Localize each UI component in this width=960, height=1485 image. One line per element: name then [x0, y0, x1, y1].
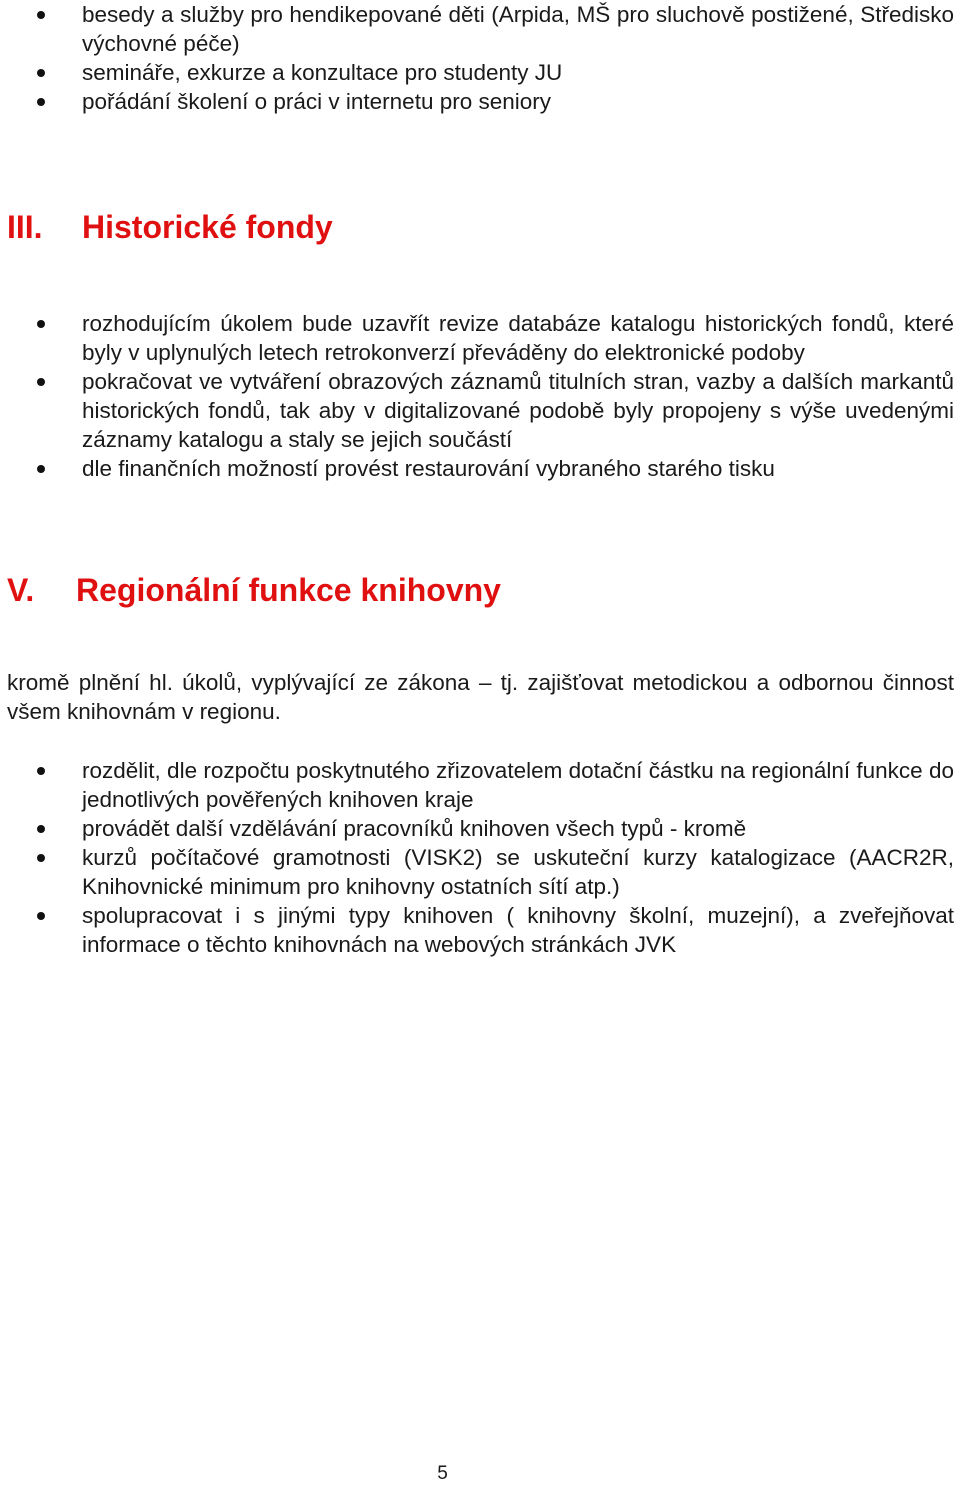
bullet-icon — [37, 825, 45, 833]
list-item-text: besedy a služby pro hendikepované děti (Arpida, MŠ pro sluchově postižené, Středisko výchovné péče) — [82, 2, 954, 56]
section-intro-paragraph: kromě plnění hl. úkolů, vyplývající ze zákona – tj. zajišťovat metodickou a odbornou činnost všem knihovnám v regionu. — [7, 670, 954, 724]
list-item — [0, 901, 960, 959]
bullet-icon — [37, 767, 45, 775]
bullet-icon — [37, 465, 45, 473]
historicke-fondy-list — [0, 309, 960, 483]
list-item — [0, 454, 960, 483]
bullet-icon — [37, 320, 45, 328]
section-heading-historicke-fondy — [7, 208, 333, 246]
bullet-icon — [37, 912, 45, 920]
section-heading-regionalni-funkce — [7, 571, 501, 609]
page-number: 5 — [437, 1463, 448, 1484]
list-item — [0, 843, 960, 901]
bullet-icon — [37, 378, 45, 386]
section-number: III. — [7, 209, 43, 245]
list-item-text: rozdělit, dle rozpočtu poskytnutého zřizovatelem dotační částku na regionální funkce do jednotlivých pověřených knihoven kraje — [82, 758, 954, 812]
list-item-text: rozhodujícím úkolem bude uzavřít revize databáze katalogu historických fondů, které byly v uplynulých letech retrokonverzí převáděny do elektronické podoby — [82, 311, 954, 365]
top-bullet-list — [0, 0, 960, 116]
list-item — [0, 814, 960, 843]
list-item — [0, 58, 960, 87]
list-item-text: kurzů počítačové gramotnosti (VISK2) se uskuteční kurzy katalogizace (AACR2R, Knihovnické minimum pro knihovny ostatních sítí atp.) — [82, 845, 954, 899]
list-item-text: semináře, exkurze a konzultace pro studenty JU — [82, 60, 563, 85]
list-item-text: pokračovat ve vytváření obrazových záznamů titulních stran, vazby a dalších markantů historických fondů, tak aby v digitalizované podobě byly propojeny s výše uvedenými záznamy katalogu a staly se jejich součástí — [82, 369, 954, 452]
section-title: Regionální funkce knihovny — [76, 572, 501, 608]
bullet-icon — [37, 98, 45, 106]
bullet-icon — [37, 69, 45, 77]
bullet-icon — [37, 11, 45, 19]
list-item-text: provádět další vzdělávání pracovníků knihoven všech typů - kromě — [82, 816, 747, 841]
regionalni-funkce-list — [0, 756, 960, 959]
list-item-text: spolupracovat i s jinými typy knihoven ( knihovny školní, muzejní), a zveřejňovat informace o těchto knihovnách na webových stránkách JVK — [82, 903, 954, 957]
list-item-text: pořádání školení o práci v internetu pro seniory — [82, 89, 552, 114]
section-number: V. — [7, 572, 35, 608]
list-item — [0, 309, 960, 367]
list-item — [0, 0, 960, 58]
list-item-text: dle finančních možností provést restaurování vybraného starého tisku — [82, 456, 775, 481]
list-item — [0, 87, 960, 116]
section-title: Historické fondy — [82, 209, 333, 245]
bullet-icon — [37, 854, 45, 862]
list-item — [0, 367, 960, 454]
list-item — [0, 756, 960, 814]
